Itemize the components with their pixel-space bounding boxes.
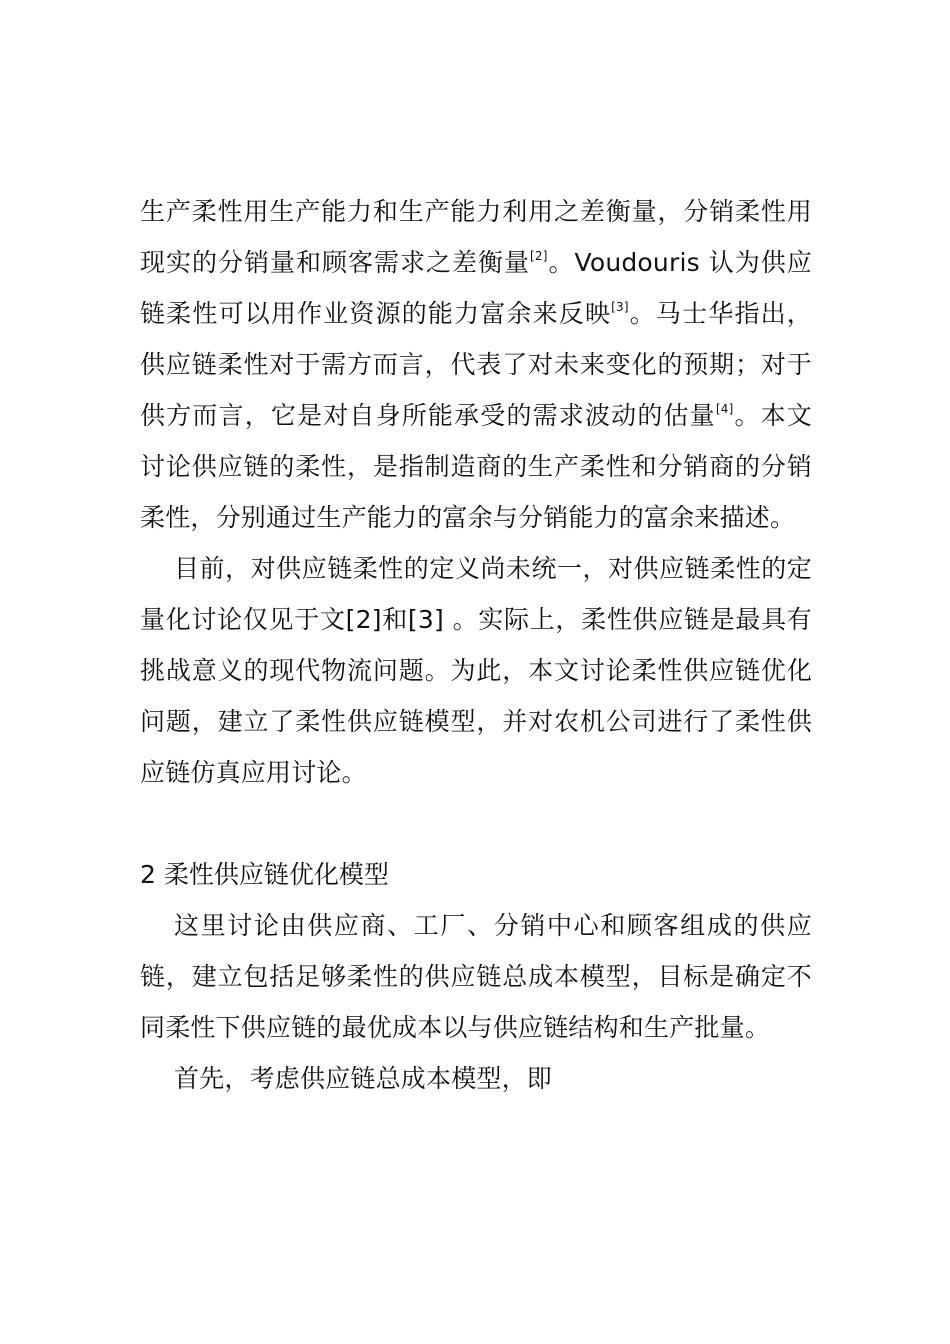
text-run: 。Voudouris 认为供应链柔性可以用作业资源的能力富余来反映 (140, 248, 812, 328)
section-spacer (140, 798, 812, 849)
citation-ref: [2] (530, 248, 548, 263)
section-heading: 2 柔性供应链优化模型 (140, 860, 389, 889)
paragraph-supply-chain-model: 这里讨论由供应商、工厂、分销中心和顾客组成的供应链，建立包括足够柔性的供应链总成本模型，目标是确定不同柔性下供应链的最优成本以与供应链结构和生产批量。 (140, 911, 812, 1042)
paragraph-total-cost-intro: 首先，考虑供应链总成本模型，即 (174, 1064, 553, 1093)
document-page (140, 186, 812, 1104)
citation-ref: [4] (715, 401, 734, 416)
paragraph-current-research: 目前，对供应链柔性的定义尚未统一，对供应链柔性的定量化讨论仅见于文[2]和[3] 。实际上，柔性供应链是最具有挑战意义的现代物流问题。为此，本文讨论柔性供应链优化问题，建立了柔性供应链模型，并对农机公司进行了柔性供应链仿真应用讨论。 (140, 554, 812, 787)
text-run: 。本文讨论供应链的柔性，是指制造商的生产柔性和分销商的分销柔性，分别通过生产能力的富余与分销能力的富余来描述。 (140, 401, 812, 532)
paragraph-flexibility-measures (140, 186, 812, 543)
citation-ref: [3] (611, 299, 629, 314)
text-run: 生产柔性用生产能力和生产能力利用之差衡量，分销柔性用现实的分销量和顾客需求之差衡量 (140, 197, 812, 277)
text-run: 。马士华指出，供应链柔性对于需方而言，代表了对未来变化的预期；对于供方而言，它是对自身所能承受的需求波动的估量 (140, 299, 812, 430)
